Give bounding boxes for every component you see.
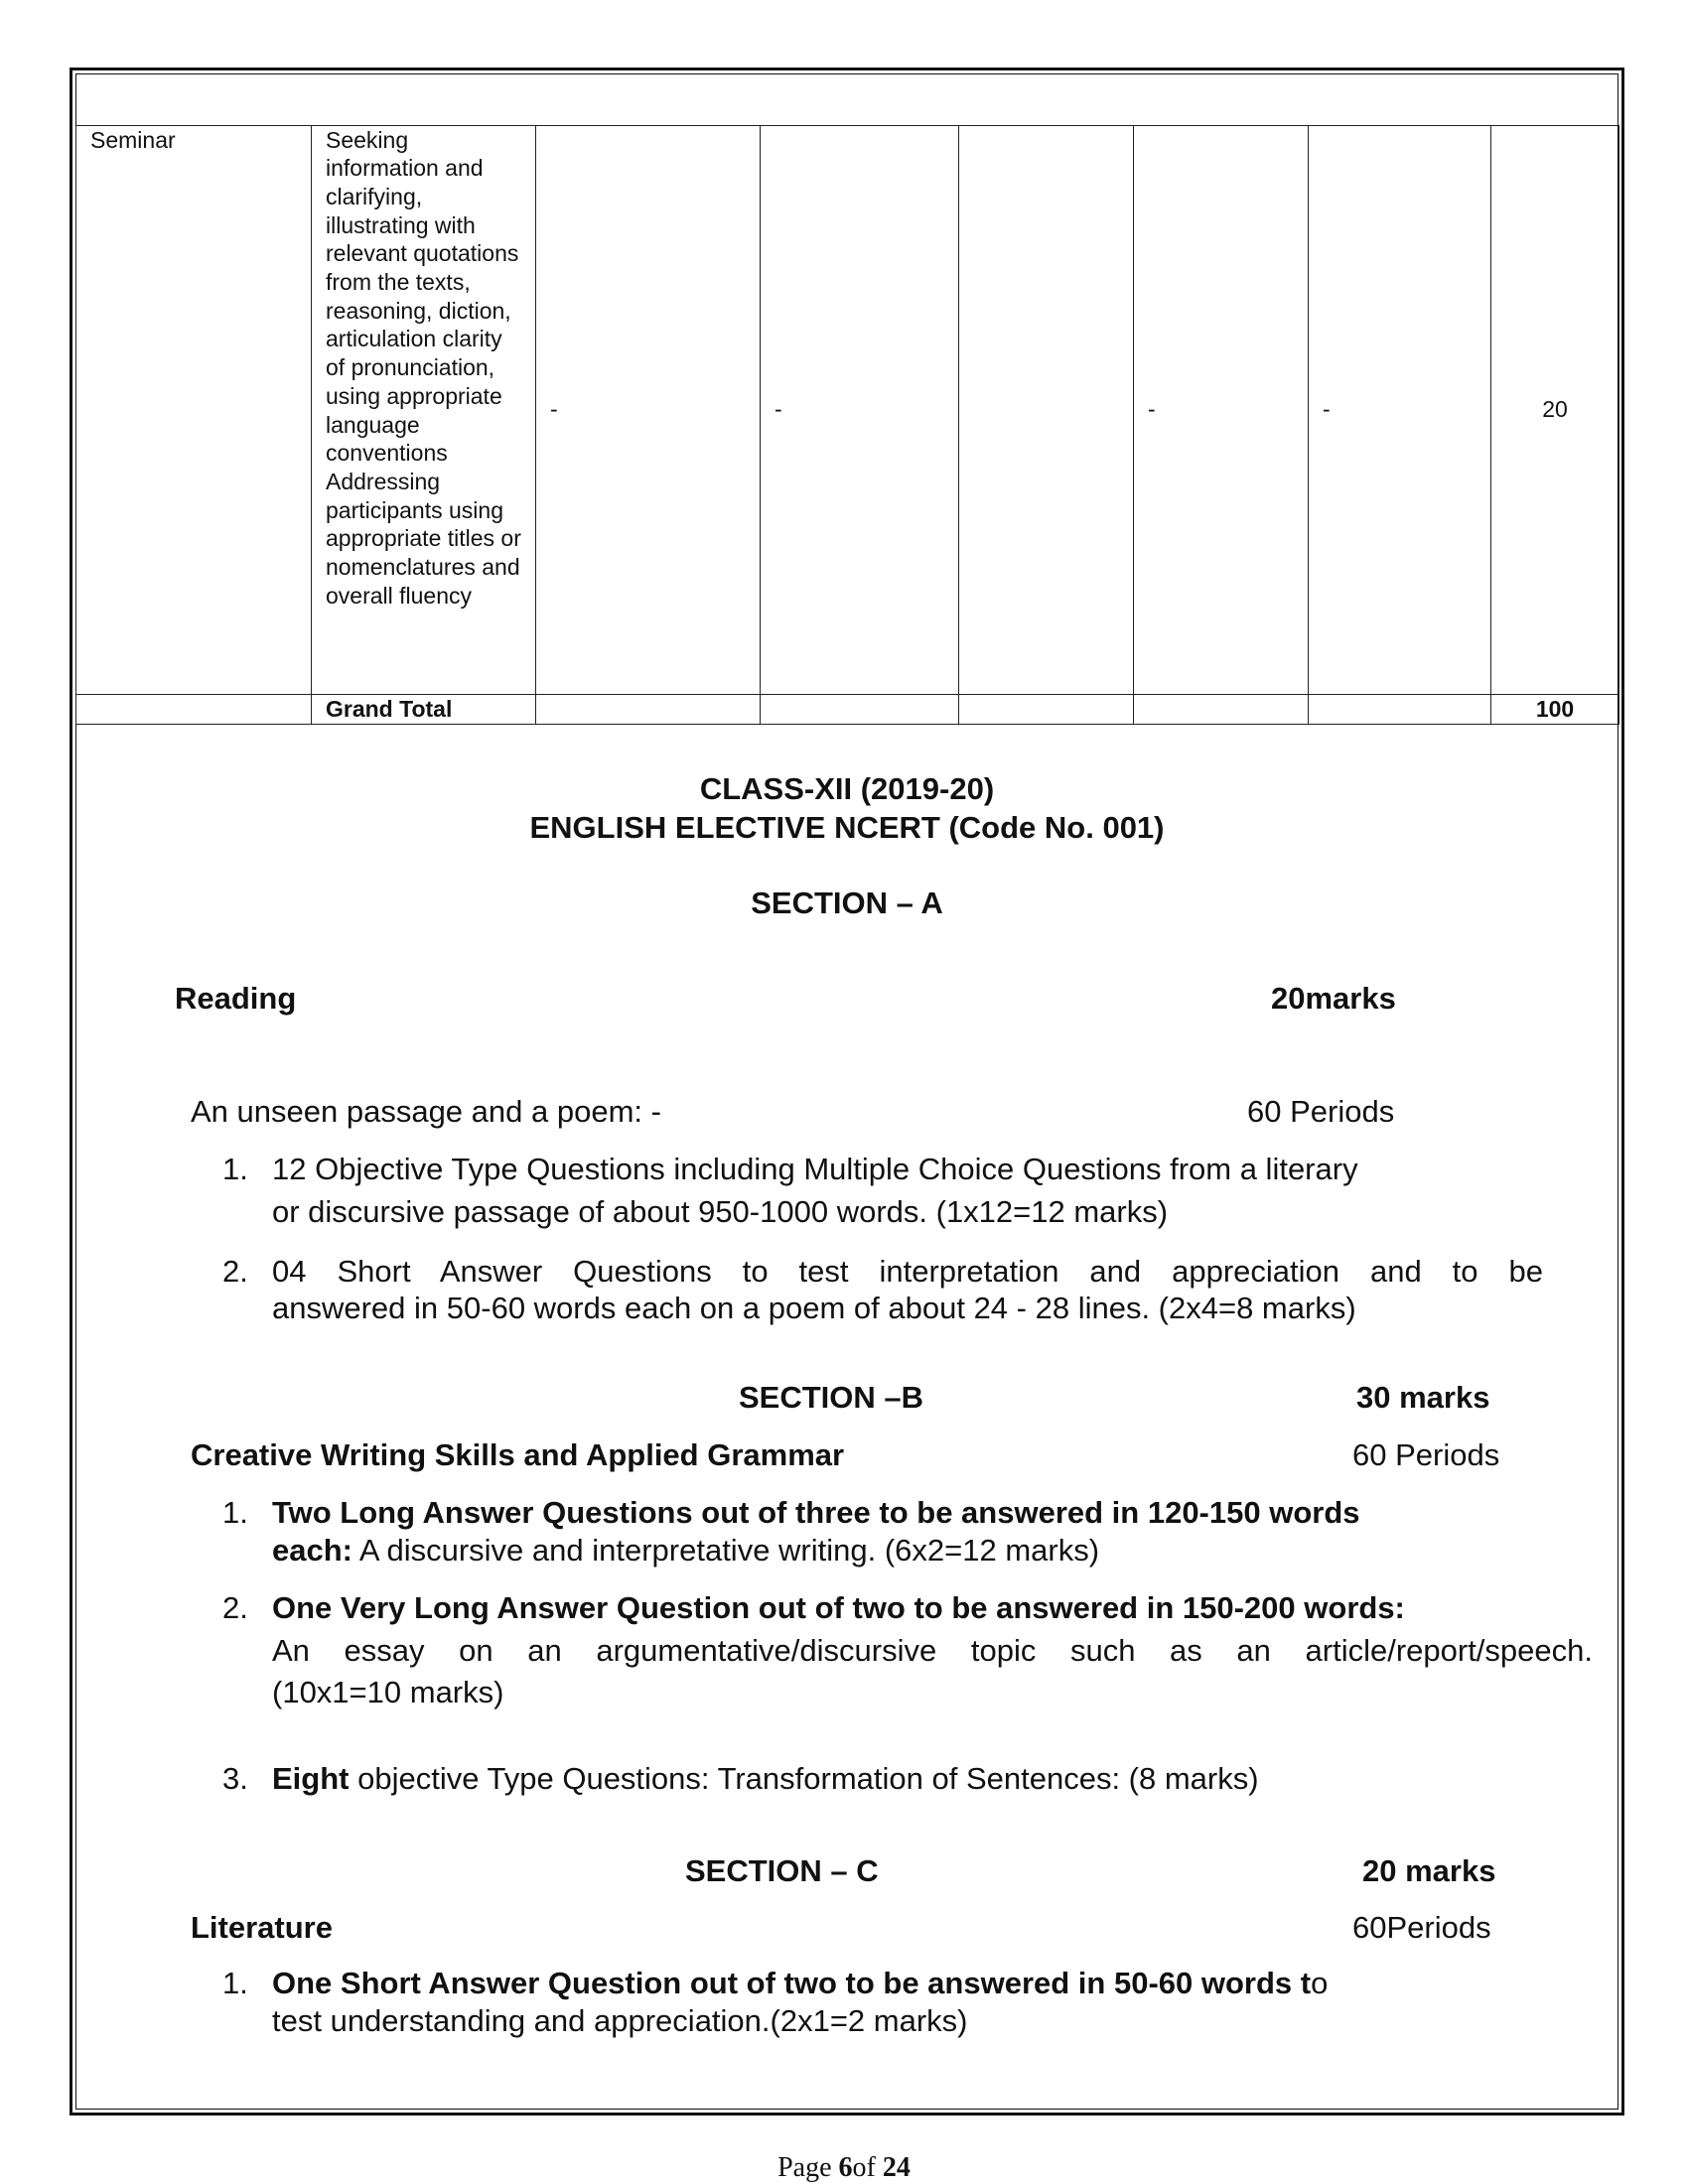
class-heading: CLASS-XII (2019-20) xyxy=(699,771,995,806)
seminar-cell-5: - xyxy=(1309,125,1491,694)
table-top-row xyxy=(76,73,1619,125)
section-b-marks: 30 marks xyxy=(1356,1380,1490,1415)
grand-total-label: Grand Total xyxy=(312,694,536,724)
subject-heading: ENGLISH ELECTIVE NCERT (Code No. 001) xyxy=(529,810,1165,845)
seminar-label: Seminar xyxy=(76,125,312,694)
table-row-grand-total xyxy=(76,694,1619,724)
section-a-title: SECTION – A xyxy=(751,886,943,920)
section-c-title: SECTION – C xyxy=(685,1853,879,1888)
section-b-topic: Creative Writing Skills and Applied Grammar xyxy=(191,1437,845,1472)
seminar-cell-2: - xyxy=(761,125,959,694)
section-b-title: SECTION –B xyxy=(739,1380,924,1415)
seminar-cell-3 xyxy=(959,125,1134,694)
section-c-topic: Literature xyxy=(191,1910,333,1945)
section-c-periods: 60Periods xyxy=(1352,1910,1491,1945)
section-c-marks: 20 marks xyxy=(1362,1853,1496,1888)
seminar-skills: Seeking information and clarifying, illustrating with relevant quotations from the texts, reasoning, diction, articulation clarity of pronunciation, using appropriate language conventions Addressing participants using appropriate titles or nomenclatures and overall fluency xyxy=(312,125,536,694)
section-a-periods: 60 Periods xyxy=(1247,1094,1395,1129)
seminar-cell-marks: 20 xyxy=(1491,125,1619,694)
seminar-cell-4: - xyxy=(1134,125,1309,694)
table-row-seminar xyxy=(76,125,1619,694)
section-a-intro: An unseen passage and a poem: - xyxy=(191,1094,661,1129)
section-a-topic: Reading xyxy=(175,981,297,1016)
grand-total-value: 100 xyxy=(1491,694,1619,724)
marks-table xyxy=(75,73,1619,725)
seminar-cell-1: - xyxy=(536,125,761,694)
section-a-marks: 20marks xyxy=(1271,981,1396,1016)
section-b-periods: 60 Periods xyxy=(1352,1437,1500,1472)
page-footer: Page 6of 24 xyxy=(777,2152,911,2183)
